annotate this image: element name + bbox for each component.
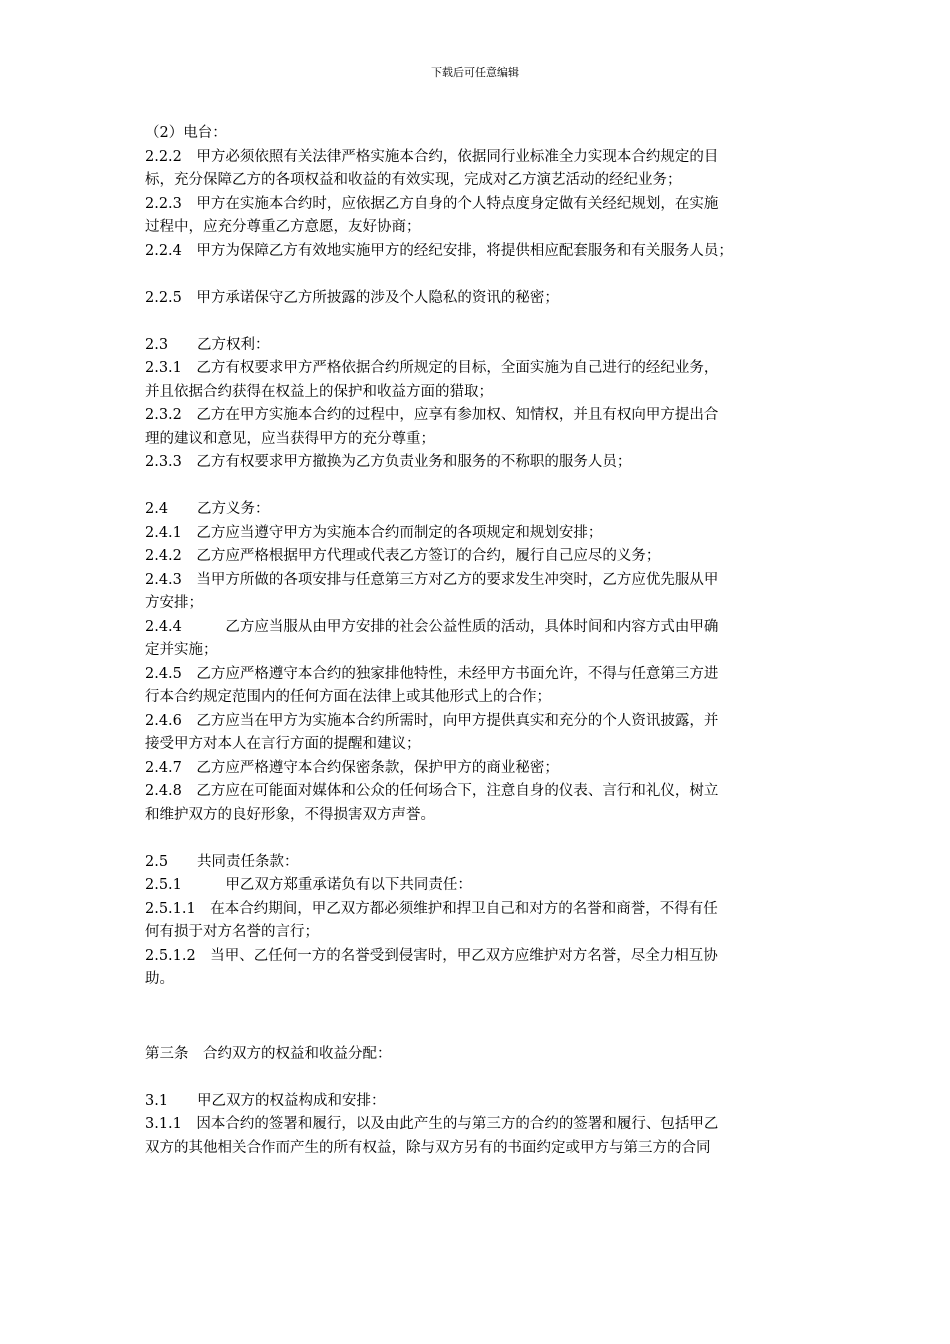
text-line: 2.4.1 乙方应当遵守甲方为实施本合约而制定的各项规定和规划安排； bbox=[145, 524, 603, 541]
text-line: 2.2.2 甲方必须依照有关法律严格实施本合约，依据同行业标准全力实现本合约规定的目 bbox=[145, 148, 719, 165]
text-line: 2.4.6 乙方应当在甲方为实施本合约所需时，向甲方提供真实和充分的个人资讯披露，并 bbox=[145, 712, 719, 729]
paragraph-spacer bbox=[145, 310, 815, 334]
text-line: 2.2.4 甲方为保障乙方有效地实施甲方的经纪安排，将提供相应配套服务和有关服务人员； bbox=[145, 242, 733, 259]
paragraph-spacer bbox=[145, 827, 815, 851]
text-line: 2.3.3 乙方有权要求甲方撤换为乙方负责业务和服务的不称职的服务人员； bbox=[145, 454, 632, 470]
page-header: 下载后可任意编辑 bbox=[431, 66, 519, 79]
text-line: 标，充分保障乙方的各项权益和收益的有效实现，完成对乙方演艺活动的经纪业务； bbox=[145, 172, 682, 188]
text-line: 2.4.2 乙方应严格根据甲方代理或代表乙方签订的合约，履行自己应尽的义务； bbox=[145, 548, 661, 564]
text-line: 2.4.3 当甲方所做的各项安排与任意第三方对乙方的要求发生冲突时，乙方应优先服从甲 bbox=[145, 571, 719, 588]
paragraph-spacer bbox=[145, 1066, 815, 1090]
text-line: （2）电台： bbox=[145, 125, 227, 141]
text-line: 第三条 合约双方的权益和收益分配： bbox=[145, 1045, 392, 1062]
text-line: 2.4.5 乙方应严格遵守本合约的独家排他特性，未经甲方书面允许，不得与任意第三方进 bbox=[145, 665, 719, 682]
text-line: 定并实施； bbox=[145, 642, 218, 658]
text-line: 并且依据合约获得在权益上的保护和收益方面的猎取； bbox=[145, 383, 493, 400]
text-line: 方安排； bbox=[145, 595, 203, 611]
text-line: 3.1 甲乙双方的权益构成和安排： bbox=[145, 1092, 386, 1109]
text-line: 2.4.8 乙方应在可能面对媒体和公众的任何场合下，注意自身的仪表、言行和礼仪，树立 bbox=[145, 783, 719, 799]
paragraph-spacer bbox=[145, 263, 815, 287]
text-line: 行本合约规定范围内的任何方面在法律上或其他形式上的合作； bbox=[145, 689, 551, 705]
text-line: 2.5.1.2 当甲、乙任何一方的名誉受到侵害时，甲乙双方应维护对方名誉，尽全力相互协 bbox=[145, 947, 718, 964]
document-body bbox=[145, 122, 815, 1160]
text-line: 2.3.2 乙方在甲方实施本合约的过程中，应享有参加权、知情权，并且有权向甲方提出合 bbox=[145, 407, 719, 423]
text-line: 和维护双方的良好形象，不得损害双方声誉。 bbox=[145, 806, 435, 823]
paragraph-spacer bbox=[145, 475, 815, 499]
text-line: 何有损于对方名誉的言行； bbox=[145, 924, 319, 940]
text-line: 2.5.1.1 在本合约期间，甲乙双方都必须维护和捍卫自己和对方的名誉和商誉，不得有任 bbox=[145, 900, 718, 917]
text-line: 2.4 乙方义务： bbox=[145, 501, 270, 517]
section-spacer bbox=[145, 992, 815, 1043]
text-line: 2.4.7 乙方应严格遵守本合约保密条款，保护甲方的商业秘密； bbox=[145, 759, 559, 776]
text-line: 双方的其他相关合作而产生的所有权益，除与双方另有的书面约定或甲方与第三方的合同 bbox=[145, 1139, 711, 1156]
text-line: 2.2.3 甲方在实施本合约时，应依据乙方自身的个人特点度身定做有关经纪规划，在实施 bbox=[145, 195, 719, 212]
text-line: 2.3 乙方权利： bbox=[145, 336, 270, 353]
text-line: 2.3.1 乙方有权要求甲方严格依据合约所规定的目标，全面实施为自己进行的经纪业务， bbox=[145, 360, 719, 376]
text-line: 接受甲方对本人在言行方面的提醒和建议； bbox=[145, 736, 421, 752]
text-line: 过程中，应充分尊重乙方意愿，友好协商； bbox=[145, 219, 421, 235]
text-line: 助。 bbox=[145, 971, 174, 987]
text-line: 2.2.5 甲方承诺保守乙方所披露的涉及个人隐私的资讯的秘密； bbox=[145, 289, 559, 306]
text-line: 理的建议和意见，应当获得甲方的充分尊重； bbox=[145, 430, 435, 447]
text-line: 2.5 共同责任条款： bbox=[145, 853, 299, 870]
text-line: 2.5.1 甲乙双方郑重承诺负有以下共同责任： bbox=[145, 877, 472, 893]
text-line: 2.4.4 乙方应当服从由甲方安排的社会公益性质的活动，具体时间和内容方式由甲确 bbox=[145, 618, 719, 635]
text-line: 3.1.1 因本合约的签署和履行，以及由此产生的与第三方的合约的签署和履行、包括甲乙 bbox=[145, 1116, 719, 1132]
